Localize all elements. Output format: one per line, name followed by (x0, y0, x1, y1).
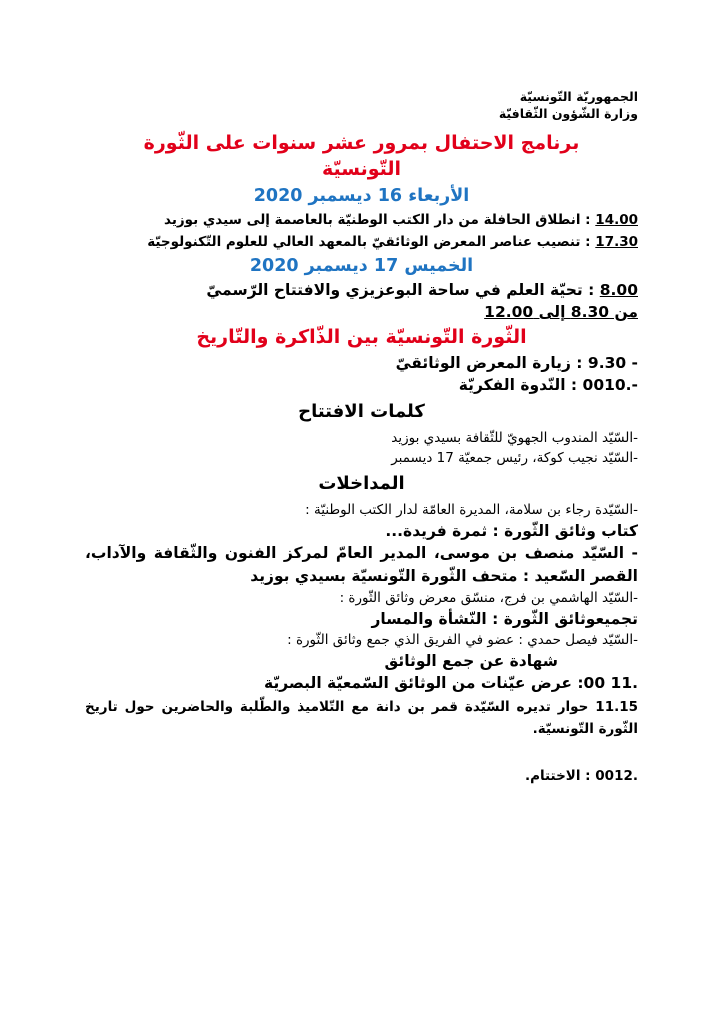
day1-date: الأربعاء 16 ديسمبر 2020 (253, 186, 470, 206)
opening-speaker-1: -السّيّد المندوب الجهويّ للثّقافة بسيدي بوزيد (391, 430, 638, 446)
flag-text: : تحيّة العلم في ساحة البوعزيزي والافتتاح الرّسميّ (206, 281, 600, 299)
schedule-item-1: - 9.30 : زيارة المعرض الوثائقيّ (395, 354, 638, 372)
closing-item-3: .0012 : الاختتام. (524, 768, 638, 784)
time-range: من 8.30 إلى 12.00 (484, 303, 638, 321)
opening-words-heading: كلمات الافتتاح (298, 401, 425, 422)
republic-line: الجمهوريّة التّونسيّة (519, 89, 638, 104)
day1-item-1-text: انطلاق الحافلة من دار الكتب الوطنيّة بالعاصمة إلى سيدي بوزيد (164, 212, 581, 228)
flag-ceremony (85, 279, 638, 301)
ministry-line: وزارة الشّؤون الثّقافيّة (498, 106, 638, 121)
intervention-2-speaker: - السّيّد منصف بن موسى، المدير العامّ لمركز الفنون والثّقافة والآداب، القصر السّعيد : متحف الثّورة التّونسيّة بسيدي بوزيد (85, 544, 638, 585)
closing-item-1: .11 00: عرض عيّنات من الوثائق السّمعيّة البصريّة (264, 674, 638, 692)
intervention-4-speaker: -السّيّد فيصل حمدي : عضو في الفريق الذي جمع وثائق الثّورة : (287, 632, 638, 648)
intervention-4-topic: شهادة عن جمع الوثائق (384, 652, 558, 670)
intervention-3-speaker: -السّيّد الهاشمي بن فرج، منسّق معرض وثائق الثّورة : (339, 590, 638, 606)
day2-date: الخميس 17 ديسمبر 2020 (249, 256, 474, 276)
intervention-3-topic: تجميعوثائق الثّورة : النّشأة والمسار (371, 610, 638, 628)
intervention-1-topic: كتاب وثائق الثّورة : ثمرة فريدة... (385, 522, 638, 540)
interventions-heading: المداخلات (318, 473, 405, 494)
day1-item-2 (85, 231, 638, 253)
opening-speaker-2: -السّيّد نجيب كوكة، رئيس جمعيّة 17 ديسمبر (391, 450, 638, 466)
day1-item-1-time: 14.00 (595, 212, 638, 228)
schedule-item-2: -.0010 : النّدوة الفكريّة (458, 376, 638, 394)
program-title: برنامج الاحتفال بمرور عشر سنوات على الثّورة التّونسيّة (143, 132, 580, 180)
document-content (85, 88, 638, 786)
day1-item-1-sep: : (580, 212, 596, 228)
intervention-1-speaker: -السّيّدة رجاء بن سلامة، المديرة العامّة لدار الكتب الوطنيّة : (305, 502, 638, 518)
day1-item-2-text: تنصيب عناصر المعرض الوثائقيّ بالمعهد العالي للعلوم التّكنولوجيّة (147, 234, 581, 250)
theme-title: الثّورة التّونسيّة بين الذّاكرة والتّاريخ (196, 326, 527, 348)
closing-item-2: 11.15 حوار تديره السّيّدة قمر بن دانة مع التّلاميذ والطّلبة والحاضرين حول تاريخ الثّورة التّونسيّة. (85, 699, 638, 737)
day1-item-2-time: 17.30 (595, 234, 638, 250)
flag-time: 8.00 (599, 281, 638, 299)
day1-item-1 (85, 209, 638, 231)
day1-item-2-sep: : (580, 234, 596, 250)
